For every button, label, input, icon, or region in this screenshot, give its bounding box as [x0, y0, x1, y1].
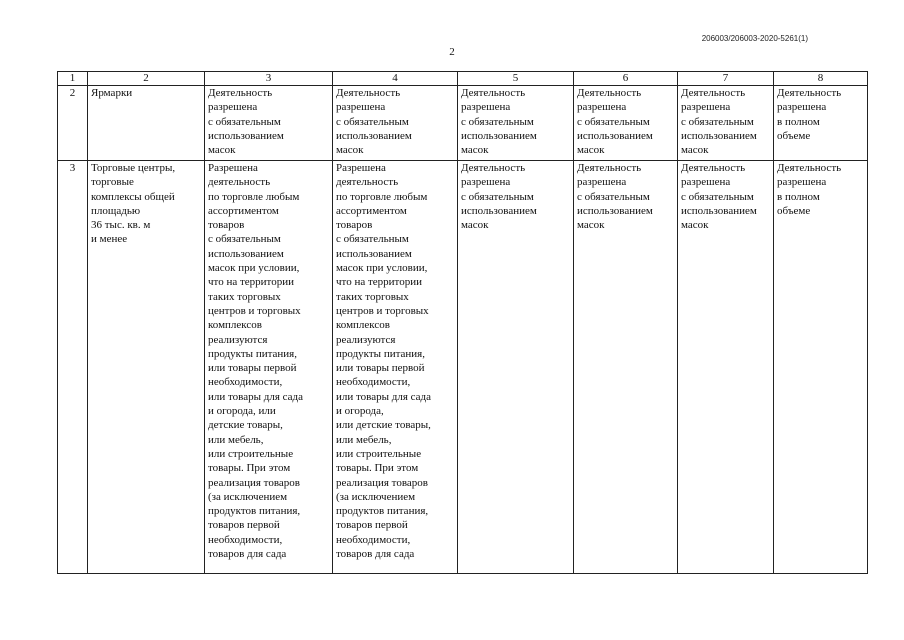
column-header: 4 [333, 72, 458, 86]
table-cell: Деятельность разрешена с обязательным использованием масок [458, 86, 574, 161]
table-row [58, 161, 868, 574]
column-header: 6 [574, 72, 678, 86]
table-cell: Разрешена деятельность по торговле любым ассортиментом товаров с обязательным использованием масок при условии, что на территории таких торговых центров и торговых комплексов реализуются продукты питания, или товары первой необходимости, или товары для сада и огорода, или детские товары, или мебель, или строительные товары. При этом реализация товаров (за исключением продуктов питания, товаров первой необходимости, товаров для сада [205, 161, 333, 574]
table-cell: Деятельность разрешена в полном объеме [774, 161, 868, 574]
table-cell: Деятельность разрешена в полном объеме [774, 86, 868, 161]
document-id: 206003/206003-2020-5261(1) [701, 34, 808, 43]
table-cell: Деятельность разрешена с обязательным использованием масок [678, 161, 774, 574]
table-cell: Деятельность разрешена с обязательным использованием масок [574, 86, 678, 161]
column-number-row [58, 72, 868, 86]
column-header: 5 [458, 72, 574, 86]
row-number: 2 [58, 86, 88, 161]
table-cell: Разрешена деятельность по торговле любым ассортиментом товаров с обязательным использованием масок при условии, что на территории таких торговых центров и торговых комплексов реализуются продукты питания, или товары первой необходимости, или товары для сада и огорода, или детские товары, или мебель, или строительные товары. При этом реализация товаров (за исключением продуктов питания, товаров первой необходимости, товаров для сада [333, 161, 458, 574]
table-cell: Деятельность разрешена с обязательным использованием масок [574, 161, 678, 574]
table-cell: Деятельность разрешена с обязательным использованием масок [458, 161, 574, 574]
page-number: 2 [449, 46, 455, 58]
column-header: 7 [678, 72, 774, 86]
table-cell: Деятельность разрешена с обязательным использованием масок [333, 86, 458, 161]
table-cell: Деятельность разрешена с обязательным использованием масок [678, 86, 774, 161]
activity-type-cell: Торговые центры, торговые комплексы общей площадью 36 тыс. кв. м и менее [88, 161, 205, 574]
table-row [58, 86, 868, 161]
column-header: 3 [205, 72, 333, 86]
column-header: 2 [88, 72, 205, 86]
table-cell: Деятельность разрешена с обязательным использованием масок [205, 86, 333, 161]
regulations-table [57, 71, 868, 574]
row-number: 3 [58, 161, 88, 574]
column-header: 8 [774, 72, 868, 86]
activity-type-cell: Ярмарки [88, 86, 205, 161]
column-header: 1 [58, 72, 88, 86]
